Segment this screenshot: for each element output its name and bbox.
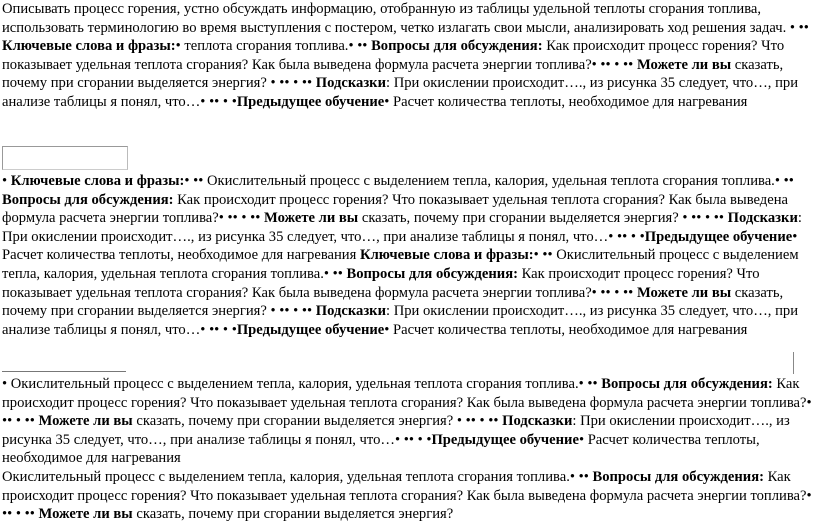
text: • •• Окислительный процесс с выделением тепла, калория, удельная теплота сгорания топлива.• •• xyxy=(184,173,794,189)
text: : При окислении происходит…., из рисунка 35 следует, что…, при анализе таблицы я понял, что…• •• • • xyxy=(2,303,799,338)
text: : При окислении происходит…., из рисунка 35 следует, что…, при анализе таблицы я понял, что…• •• • • xyxy=(2,413,790,448)
text: • Расчет количества теплоты, необходимое для нагревания xyxy=(384,93,748,110)
questions-label: Вопросы для обсуждения: xyxy=(346,265,518,282)
text: • •• Окислительный процесс с выделением тепла, калория, удельная теплота сгорания топлива.• •• xyxy=(2,247,799,282)
text: сказать, почему при сгорании выделяется энергия? • •• • •• xyxy=(2,284,784,320)
can-you-label: Можете ли вы xyxy=(263,210,359,227)
text-cursor xyxy=(793,352,794,374)
can-you-label: Можете ли вы xyxy=(38,413,133,430)
can-you-label: Можете ли вы xyxy=(636,284,732,301)
paragraph-1 xyxy=(2,0,814,112)
hints-label: Подсказки xyxy=(315,75,387,92)
text: сказать, почему при сгорании выделяется энергия? xyxy=(132,506,454,523)
hints-label: Подсказки xyxy=(502,413,573,430)
questions-label: Вопросы для обсуждения: xyxy=(601,376,773,392)
text: • Расчет количества теплоты, необходимое для нагревания xyxy=(2,431,760,467)
text: : При окислении происходит…., из рисунка 35 следует, что…, при анализе таблицы я понял, что…• •• • • xyxy=(2,75,799,110)
text: Описывать процесс горения, устно обсуждать информацию, отобранную из таблицы удельной теплоты сгорания топлива, использовать терминологию во время выступления с постером, четко излагать свои мысли, анализировать ход решения задач. • •• xyxy=(2,1,809,36)
text: • Окислительный процесс с выделением тепла, калория, удельная теплота сгорания топлива.• •• xyxy=(2,376,602,392)
keywords-label: Ключевые слова и фразы: xyxy=(359,247,534,264)
text: : При окислении происходит…., из рисунка 35 следует, что…, при анализе таблицы я понял, что…• •• • • xyxy=(2,210,802,245)
text: Как происходит процесс горения? Что показывает удельная теплота сгорания? Как была выведена формула расчета энергии топлива?• •• • •• xyxy=(2,38,785,73)
questions-label: Вопросы для обсуждения: xyxy=(592,468,764,485)
prior-learning-label: Предыдущее обучение xyxy=(236,321,385,338)
paragraph-3 xyxy=(2,375,814,524)
text: • xyxy=(2,173,11,189)
prior-learning-label: Предыдущее обучение xyxy=(236,93,385,110)
text: Как происходит процесс горения? Что показывает удельная теплота сгорания? Как была выведена формула расчета энергии топлива?• •• • •• xyxy=(2,265,760,301)
text: Как происходит процесс горения? Что показывает удельная теплота сгорания? Как была выведена формула расчета энергии топлива?• •• • •• xyxy=(2,376,812,430)
questions-label: Вопросы для обсуждения: xyxy=(371,38,543,55)
text: • теплота сгорания топлива.• •• xyxy=(175,38,372,55)
text: • Расчет количества теплоты, необходимое для нагревания xyxy=(2,228,798,264)
keywords-label: Ключевые слова и фразы: xyxy=(10,173,185,189)
keywords-label: Ключевые слова и фразы: xyxy=(2,38,176,55)
text: • Расчет количества теплоты, необходимое для нагревания xyxy=(384,321,748,338)
prior-learning-label: Предыдущее обучение xyxy=(431,431,579,448)
hints-label: Подсказки xyxy=(315,303,387,320)
text: Как происходит процесс горения? Что показывает удельная теплота сгорания? Как была выведена формула расчета энергии топлива?• •• • •• xyxy=(2,191,788,227)
divider-line xyxy=(2,371,126,372)
questions-label: Вопросы для обсуждения: xyxy=(2,191,174,208)
prior-learning-label: Предыдущее обучение xyxy=(644,228,793,245)
text: Окислительный процесс с выделением тепла, калория, удельная теплота сгорания топлива.• •• xyxy=(2,468,593,485)
text: сказать, почему при сгорании выделяется энергия? • •• • •• xyxy=(132,413,503,430)
text: сказать, почему при сгорании выделяется энергия? • •• • •• xyxy=(2,56,784,92)
empty-text-box xyxy=(2,146,128,170)
can-you-label: Можете ли вы xyxy=(38,506,133,523)
hints-label: Подсказки xyxy=(727,210,798,227)
can-you-label: Можете ли вы xyxy=(636,56,732,73)
text: Как происходит процесс горения? Что показывает удельная теплота сгорания? Как была выведена формула расчета энергии топлива?• •• • •• xyxy=(2,468,812,523)
text: сказать, почему при сгорании выделяется энергия? • •• • •• xyxy=(358,210,728,227)
paragraph-2 xyxy=(2,172,814,339)
